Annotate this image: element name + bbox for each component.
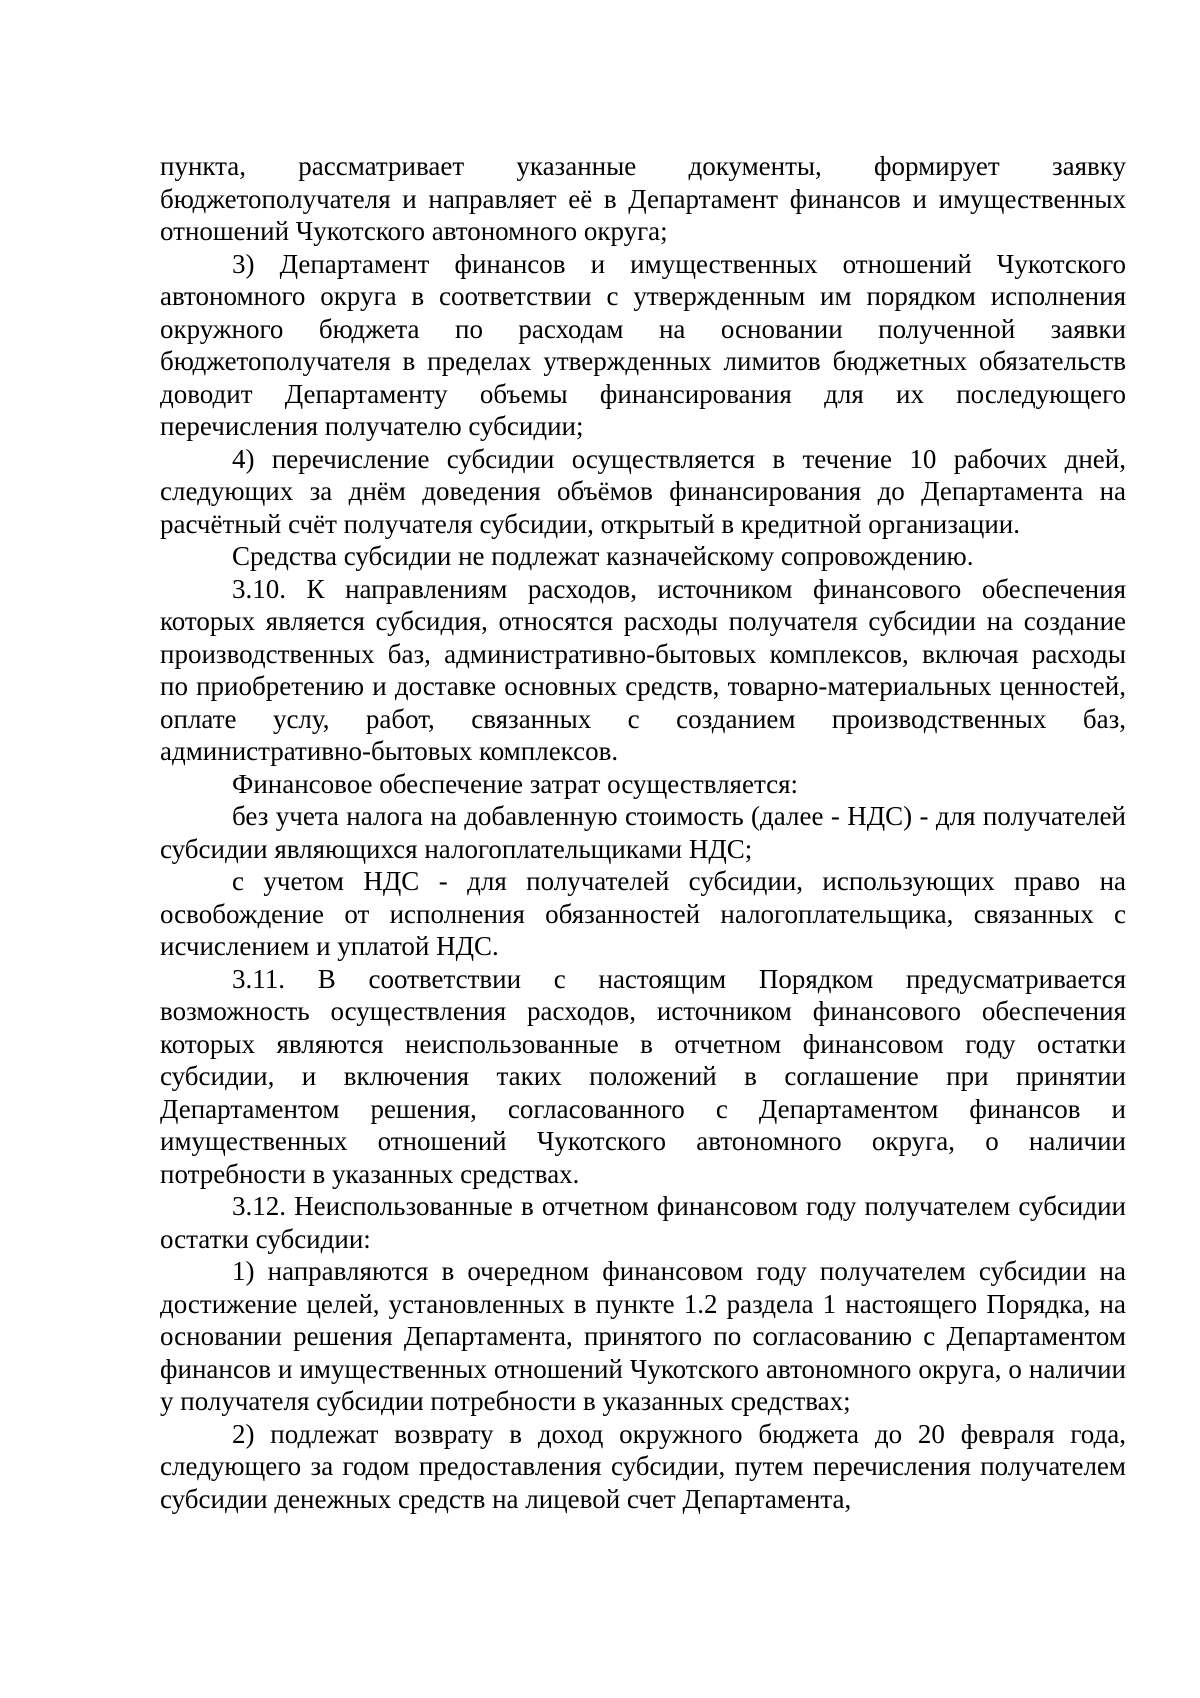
paragraph-3: 4) перечисление субсидии осуществляется в течение 10 рабочих дней, следующих за днём доведения объёмов финансирования до Департамента на расчётный счёт получателя субсидии, открытый в кредитной организации. bbox=[160, 443, 1126, 539]
paragraph-7: без учета налога на добавленную стоимость (далее - НДС) - для получателей субсидии являющихся налогоплательщиками НДС; bbox=[160, 801, 1126, 864]
paragraph-1: пункта, рассматривает указанные документы, формирует заявку бюджетополучателя и направляет её в Департамент финансов и имущественных отношений Чукотского автономного округа; bbox=[160, 151, 1126, 246]
paragraph-2: 3) Департамент финансов и имущественных отношений Чукотского автономного округа в соответствии с утвержденным им порядком исполнения окружного бюджета по расходам на основании полученной заявки бюджетополучателя в пределах утвержденных лимитов бюджетных обязательств доводит Департаменту объемы финансирования для их последующего перечисления получателю субсидии; bbox=[160, 248, 1126, 441]
paragraph-12: 2) подлежат возврату в доход окружного бюджета до 20 февраля года, следующего за годом предоставления субсидии, путем перечисления получателем субсидии денежных средств на лицевой счет Департамента, bbox=[160, 1418, 1126, 1514]
paragraph-11: 1) направляются в очередном финансовом году получателем субсидии на достижение целей, установленных в пункте 1.2 раздела 1 настоящего Порядка, на основании решения Департамента, принятого по согласованию с Департаментом финансов и имущественных отношений Чукотского автономного округа, о наличии у получателя субсидии потребности в указанных средствах; bbox=[160, 1256, 1126, 1416]
paragraph-6: Финансовое обеспечение затрат осуществляется: bbox=[232, 768, 798, 799]
paragraph-10: 3.12. Неиспользованные в отчетном финансовом году получателем субсидии остатки субсидии: bbox=[160, 1191, 1126, 1254]
paragraph-5: 3.10. К направлениям расходов, источником финансового обеспечения которых является субсидия, относятся расходы получателя субсидии на создание производственных баз, административно-бытовых комплексов, включая расходы по приобретению и доставке основных средств, товарно-материальных ценностей, оплате услу, работ, связанных с созданием производственных баз, административно-бытовых комплексов. bbox=[160, 573, 1126, 766]
paragraph-8: с учетом НДС - для получателей субсидии, использующих право на освобождение от исполнения обязанностей налогоплательщика, связанных с исчислением и уплатой НДС. bbox=[160, 866, 1126, 961]
document-body bbox=[160, 150, 1126, 1515]
paragraph-9: 3.11. В соответствии с настоящим Порядком предусматривается возможность осуществления расходов, источником финансового обеспечения которых являются неиспользованные в отчетном финансовом году остатки субсидии, и включения таких положений в соглашение при принятии Департаментом решения, согласованного с Департаментом финансов и имущественных отношений Чукотского автономного округа, о наличии потребности в указанных средствах. bbox=[160, 963, 1126, 1189]
paragraph-4: Средства субсидии не подлежат казначейскому сопровождению. bbox=[232, 541, 974, 571]
